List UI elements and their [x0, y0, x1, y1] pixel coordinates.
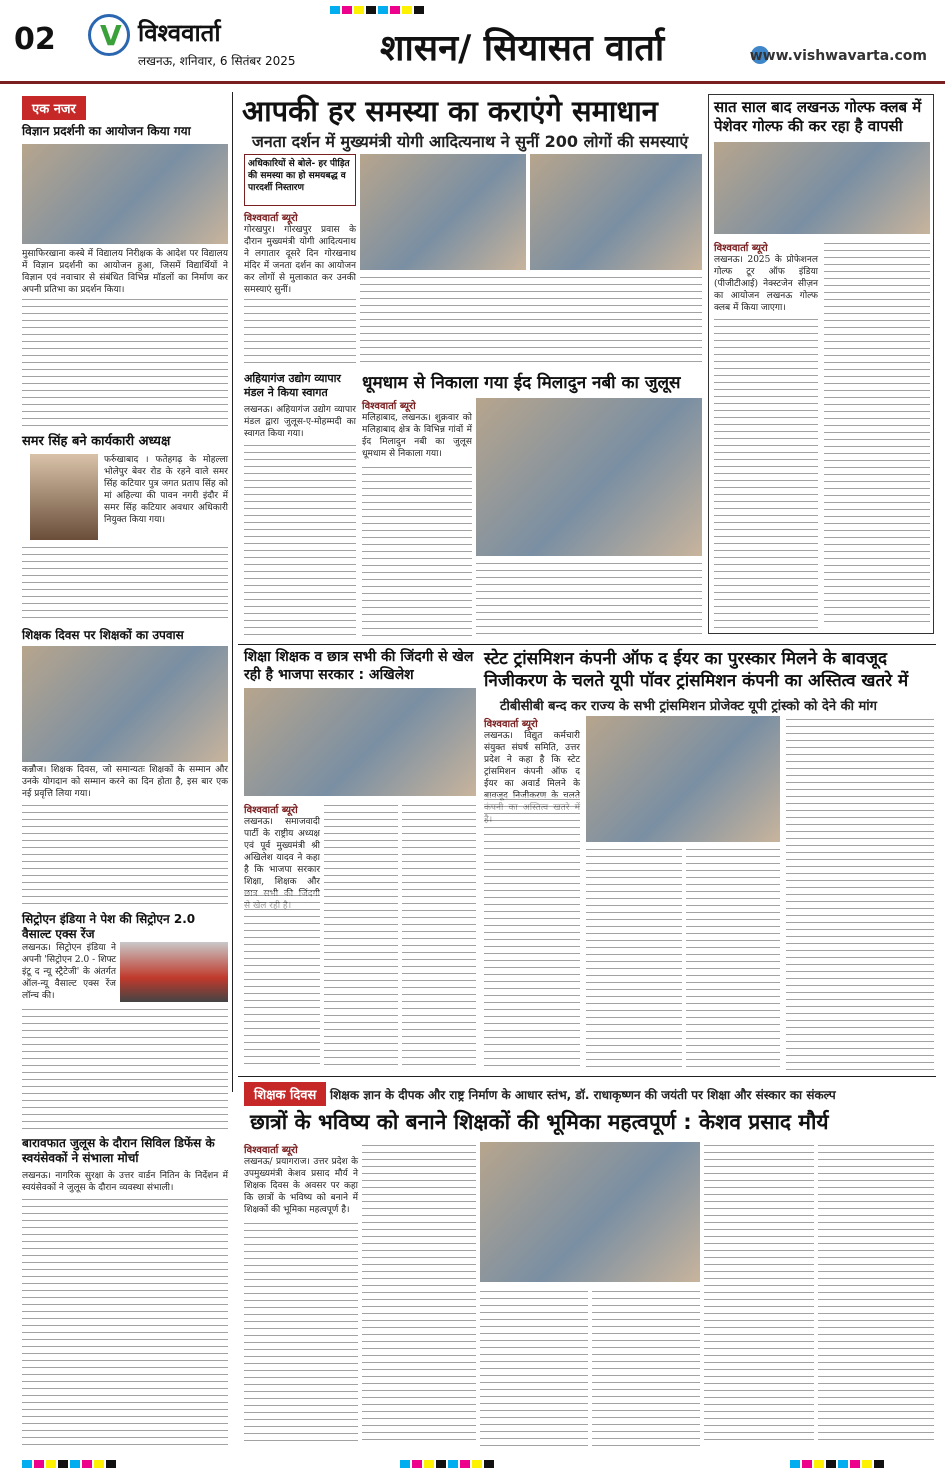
lead-ahiyaganj: लखनऊ। अहियागंज उद्योग व्यापार मंडल द्वारा जुलूस-ए-मोहम्मदी का स्वागत किया गया। — [244, 405, 356, 439]
headline-teachers-day: छात्रों के भविष्य को बनाने शिक्षकों की भूमिका महत्वपूर्ण : केशव प्रसाद मौर्य — [250, 1110, 829, 1134]
text-power-col3 — [686, 846, 780, 1070]
headline-cm-janta-darshan: आपकी हर समस्या का कराएंगे समाधान — [242, 94, 658, 128]
headline-ahiyaganj: अहियागंज उद्योग व्यापार मंडल ने किया स्वागत — [244, 372, 341, 399]
text-teachers-col3 — [480, 1288, 588, 1446]
byline-teachers-day: विश्ववार्ता ब्यूरो — [244, 1145, 298, 1156]
text-akhilesh-col1 — [244, 892, 320, 1070]
photo-citroen-car — [120, 942, 228, 1002]
lead-golf: लखनऊ। 2025 के प्रोफेशनल गोल्फ टूर ऑफ इंडिया (पीजीटीआई) नेक्स्टजेन सीज़न का आयोजन लखनऊ गोल्फ क्लब में किया जाएगा। — [714, 255, 818, 313]
registration-marks-top — [330, 6, 424, 14]
byline-golf: विश्ववार्ता ब्यूरो — [714, 243, 768, 254]
ek-nazar-tag: एक नजर — [22, 96, 86, 120]
text-science-exhibition — [22, 296, 228, 426]
text-civil-defence — [22, 1196, 228, 1446]
text-eid-col2 — [476, 560, 702, 638]
lead-teachers-day: लखनऊ/ प्रयागराज। उत्तर प्रदेश के उपमुख्यमंत्री केशव प्रसाद मौर्य ने शिक्षक दिवस के अवसर पर कहा कि छात्रों के भविष्य को बनाने में शिक्षकों की भूमिका महत्वपूर्ण है। — [244, 1157, 358, 1215]
photo-cm-meeting — [360, 154, 526, 270]
page-number: 02 — [14, 22, 56, 57]
headline-teachers-fast: शिक्षक दिवस पर शिक्षकों का उपवास — [22, 628, 184, 642]
lead-power: लखनऊ। विद्युत कर्मचारी संयुक्त संघर्ष समिति, उत्तर प्रदेश ने कहा है कि स्टेट ट्रांसमिशन कंपनी ऑफ द ईयर का अवार्ड मिलने के — [484, 731, 580, 789]
registration-marks-bottom-right — [790, 1460, 884, 1468]
photo-golf-press-meet — [714, 142, 930, 234]
text-eid-col1 — [362, 464, 472, 638]
text-teachers-col6 — [818, 1142, 934, 1446]
text-citroen — [22, 1006, 228, 1132]
photo-samar-singh — [30, 454, 98, 540]
byline-cm: विश्ववार्ता ब्यूरो — [244, 213, 298, 224]
text-power-col4 — [786, 716, 934, 1070]
website-link[interactable]: www.vishwavarta.com — [749, 48, 927, 64]
headline-samar-singh: समर सिंह बने कार्यकारी अध्यक्ष — [22, 434, 171, 449]
text-power-col2 — [586, 846, 682, 1070]
headline-akhilesh: शिक्षा शिक्षक व छात्र सभी की जिंदगी से खेल रही है भाजपा सरकार : अखिलेश — [244, 649, 474, 683]
byline-eid: विश्ववार्ता ब्यूरो — [362, 401, 416, 412]
lead-eid: मलिहाबाद, लखनऊ। शुक्रवार को मलिहाबाद क्षेत्र के विभिन्न गांवों में ईद मिलादुन नबी का जुलूस धूमधाम से निकाला गया। — [362, 413, 472, 459]
brand-logo-icon — [88, 14, 130, 56]
photo-cm-citizens — [530, 154, 702, 270]
photo-teachers-fast — [22, 646, 228, 762]
text-golf-col2 — [824, 240, 930, 628]
byline-akhilesh: विश्ववार्ता ब्यूरो — [244, 805, 298, 816]
text-akhilesh-col3 — [402, 802, 476, 1070]
headline-golf: सात साल बाद लखनऊ गोल्फ क्लब में पेशेवर गोल्फ की कर रहा है वापसी — [714, 98, 922, 135]
dateline: लखनऊ, शनिवार, 6 सितंबर 2025 — [138, 54, 296, 68]
photo-akhilesh — [244, 688, 476, 796]
pullquote-box — [244, 154, 356, 206]
text-teachers-fast — [22, 802, 228, 908]
lead-science-exhibition: मुसाफिरखाना कस्बे में विद्यालय निरीक्षक के आदेश पर विद्यालय में विज्ञान प्रदर्शनी का आयोजन हुआ, जिसमें विद्यार्थियों ने विज्ञान एवं नवाचार से संबंधित विभिन्न मॉडलों का निर्माण कर अपनी प्रतिभा का प्रदर्शन किया। — [22, 249, 228, 295]
registration-marks-bottom-left — [22, 1460, 116, 1468]
text-ahiyaganj — [244, 442, 356, 638]
text-teachers-col5 — [704, 1142, 814, 1446]
photo-power-protest — [586, 716, 780, 842]
lead-citroen: लखनऊ। सिट्रोएन इंडिया ने अपनी 'सिट्रोएन 2.0 - शिफ्ट इंटू द न्यू स्ट्रैटेजी' के अंतर्गत ऑल-न्यू वैसाल्ट एक्स रेंज लॉन्च की। — [22, 943, 116, 1001]
registration-marks-bottom-mid — [400, 1460, 494, 1468]
subhead-cm-janta-darshan: जनता दर्शन में मुख्यमंत्री योगी आदित्यनाथ ने सुनीं 200 लोगों की समस्याएं — [252, 132, 689, 151]
text-cm-col1 — [244, 296, 356, 366]
text-teachers-col1 — [244, 1220, 358, 1446]
lead-civil-defence: लखनऊ। नागरिक सुरक्षा के उत्तर वार्डन नितिन के निर्देशन में स्वयंसेवकों ने जुलूस के दौरान व्यवस्था संभाली। — [22, 1171, 228, 1193]
headline-science-exhibition: विज्ञान प्रदर्शनी का आयोजन किया गया — [22, 124, 191, 138]
text-teachers-col4 — [592, 1288, 700, 1446]
lead-samar-singh: फर्रुखाबाद । फतेहगढ़ के मोहल्ला भोलेपुर बेवर रोड के रहने वाले समर सिंह कटियार पुत्र जगत प्रताप सिंह को मां अहिल्या की पावन नगरी इंदौर में समर सिंह कटियार अवधार अधिकारी नियुक्त किया गया। — [104, 455, 228, 525]
section-title: शासन/ सियासत वार्ता — [380, 28, 665, 69]
text-power-col1 — [484, 796, 580, 1070]
subhead-power-transmission: टीबीसीबी बन्द कर राज्य के सभी ट्रांसमिशन प्रोजेक्ट यूपी ट्रांस्को को देने की मांग — [500, 699, 877, 714]
photo-science-exhibition — [22, 144, 228, 244]
headline-citroen: सिट्रोएन इंडिया ने पेश की सिट्रोएन 2.0 वैसाल्ट एक्स रेंज — [22, 912, 196, 941]
text-cm-col2 — [360, 274, 702, 366]
text-golf-col1 — [714, 316, 818, 628]
photo-eid-procession — [476, 398, 702, 556]
lead-cm: गोरखपुर। गोरखपुर प्रवास के दौरान मुख्यमंत्री योगी आदित्यनाथ ने लगातार दूसरे दिन गोरखनाथ मंदिर में जनता दर्शन का आयोजन कर लोगों से मुलाकात कर उनकी समस्याएं सुनीं। — [244, 225, 356, 295]
text-teachers-col2 — [362, 1142, 476, 1446]
masthead — [0, 0, 945, 84]
photo-keshav-maurya — [480, 1142, 700, 1282]
byline-power: विश्ववार्ता ब्यूरो — [484, 719, 538, 730]
lead-teachers-fast: कन्नौज। शिक्षक दिवस, जो समान्यतः शिक्षकों के सम्मान और उनके योगदान को सम्मान करने का दिन होता है, इस बार एक नई प्रवृत्ति लिया गया। — [22, 765, 228, 799]
pullquote-text: अधिकारियों से बोले- हर पीड़ित की समस्या का हो समयबद्ध व पारदर्शी निस्तारण — [248, 159, 350, 193]
strap-teachers-day: शिक्षक ज्ञान के दीपक और राष्ट्र निर्माण के आधार स्तंभ, डॉ. राधाकृष्णन की जयंती पर शिक्षा और संस्कार का संकल्प — [330, 1088, 836, 1102]
headline-power-transmission: स्टेट ट्रांसमिशन कंपनी ऑफ द ईयर का पुरस्कार मिलने के बावजूद निजीकरण के चलते यूपी पॉवर ट्रांसमिशन कंपनी का अस्तित्व खतरे में — [484, 649, 909, 691]
teachers-day-tag: शिक्षक दिवस — [244, 1082, 326, 1106]
headline-civil-defence: बारावफात जुलूस के दौरान सिविल डिफेंस के स्वयंसेवकों ने संभाला मोर्चा — [22, 1136, 215, 1165]
lead-akhilesh: लखनऊ। समाजवादी पार्टी के राष्ट्रीय अध्यक्ष एवं पूर्व मुख्यमंत्री श्री अखिलेश यादव ने कहा है कि भाजपा सरकार शिक्षा, शिक्षक और — [244, 817, 320, 887]
text-akhilesh-col2 — [324, 802, 398, 1070]
brand-name: विश्ववार्ता — [138, 19, 221, 47]
text-samar-singh — [22, 544, 228, 622]
headline-eid: धूमधाम से निकाला गया ईद मिलादुन नबी का जुलूस — [362, 373, 681, 393]
